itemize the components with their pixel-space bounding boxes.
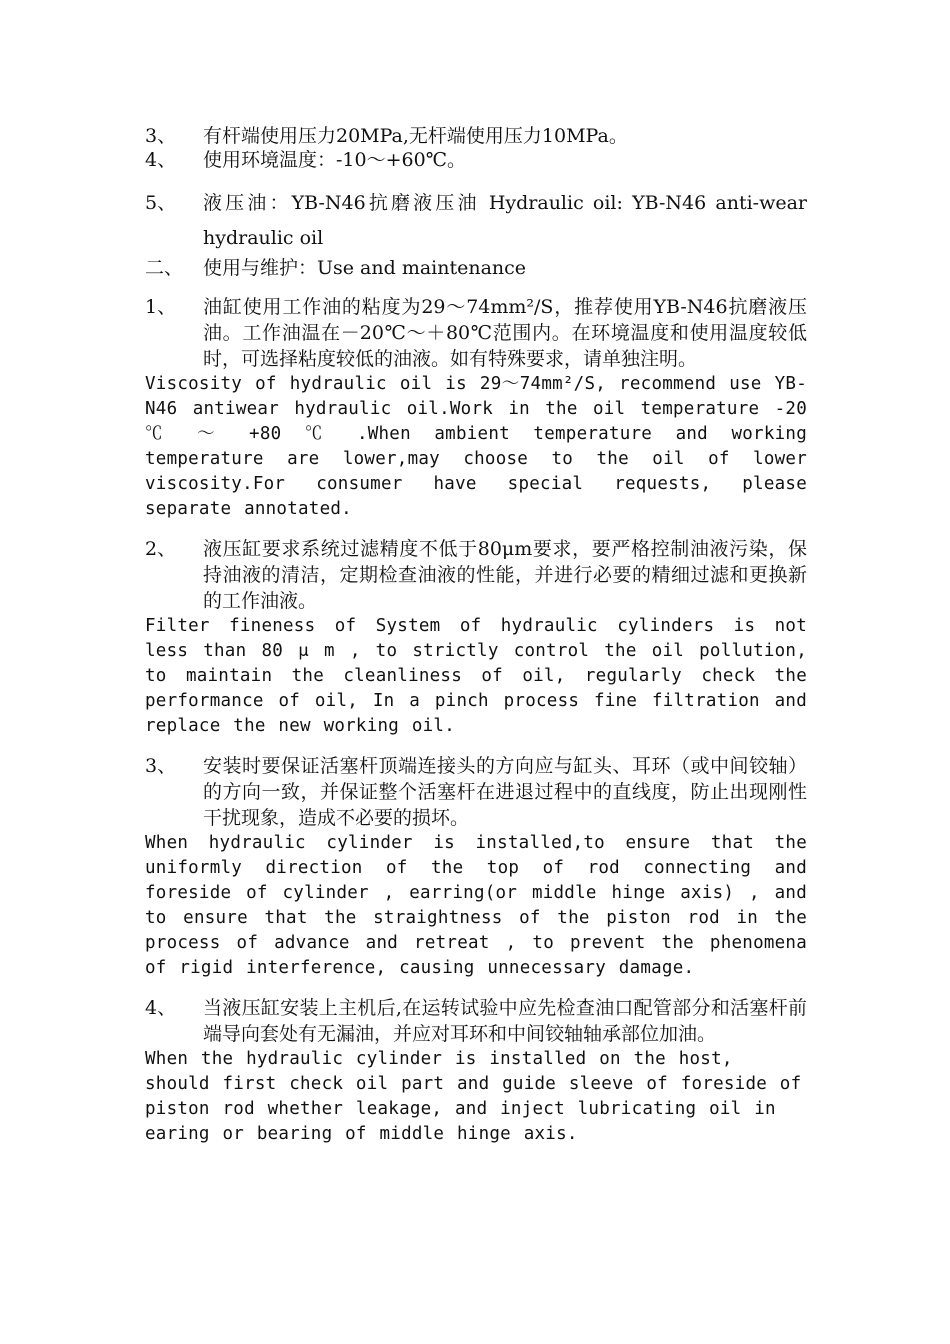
section-title: 使用与维护：Use and maintenance <box>203 257 527 279</box>
section-number: 二、 <box>145 257 184 279</box>
item-text: 使用环境温度：-10～+60℃。 <box>203 149 466 171</box>
item-chinese-text: 当液压缸安装上主机后,在运转试验中应先检查油口配管部分和活塞杆前端导向套处有无漏油，并应对耳环和中间铰轴轴承部位加油。 <box>203 997 807 1045</box>
item-number: 1、 <box>145 296 177 318</box>
item-number: 3、 <box>145 755 177 777</box>
item-english-text: Viscosity of hydraulic oil is 29～74mm²/S, recommend use YB-N46 antiwear hydraulic oil.Work in the oil temperature -20 ℃ ～ +80 ℃ .When ambient temperature and working temperature are lower,may choose to the oil of lower viscosity.For consumer have special requests, please separate annotated. <box>145 374 807 519</box>
item-english-text: When hydraulic cylinder is installed,to ensure that the uniformly direction of the top of rod connecting and foreside of cylinder , earring(or middle hinge axis) , and to ensure that the straightness of the piston rod in the process of advance and retreat , to prevent the phenomena of rigid interference, causing unnecessary damage. <box>145 833 807 978</box>
item-number: 4、 <box>145 149 177 171</box>
maintenance-item-2 <box>145 536 807 614</box>
spec-item-3 <box>145 124 807 148</box>
item-text: 有杆端使用压力20MPa,无杆端使用压力10MPa。 <box>203 125 628 147</box>
spec-item-4 <box>145 148 807 172</box>
maintenance-item-3 <box>145 753 807 831</box>
maintenance-item-1 <box>145 294 807 372</box>
item-chinese-text: 油缸使用工作油的粘度为29～74mm²/S，推荐使用YB-N46抗磨液压油。工作油温在－20℃～＋80℃范围内。在环境温度和使用温度较低时，可选择粘度较低的油液。如有特殊要求，请单独注明。 <box>203 296 807 370</box>
spec-item-5 <box>145 186 807 256</box>
item-number: 4、 <box>145 997 177 1019</box>
item-number: 3、 <box>145 125 177 147</box>
section-heading <box>145 256 807 280</box>
document-page <box>145 124 807 1147</box>
item-text: 液压油：YB-N46抗磨液压油 Hydraulic oil: YB-N46 anti-wear hydraulic oil <box>203 192 807 249</box>
item-english-text: Filter fineness of System of hydraulic cylinders is not less than 80 μ m , to strictly control the oil pollution, to maintain the cleanliness of oil, regularly check the performance of oil, In a pinch process fine filtration and replace the new working oil. <box>145 616 807 736</box>
item-number: 5、 <box>145 192 177 214</box>
item-chinese-text: 安装时要保证活塞杆顶端连接头的方向应与缸头、耳环（或中间铰轴）的方向一致，并保证整个活塞杆在进退过程中的直线度，防止出现刚性干扰现象，造成不必要的损坏。 <box>203 755 807 829</box>
maintenance-item-4 <box>145 995 807 1047</box>
item-number: 2、 <box>145 538 177 560</box>
item-english-text: When the hydraulic cylinder is installed on the host, should first check oil part and guide sleeve of foreside of piston rod whether leakage, and inject lubricating oil in earing or bearing of middle hinge axis. <box>145 1049 802 1144</box>
item-chinese-text: 液压缸要求系统过滤精度不低于80μm要求，要严格控制油液污染，保持油液的清洁，定期检查油液的性能，并进行必要的精细过滤和更换新的工作油液。 <box>203 538 807 612</box>
